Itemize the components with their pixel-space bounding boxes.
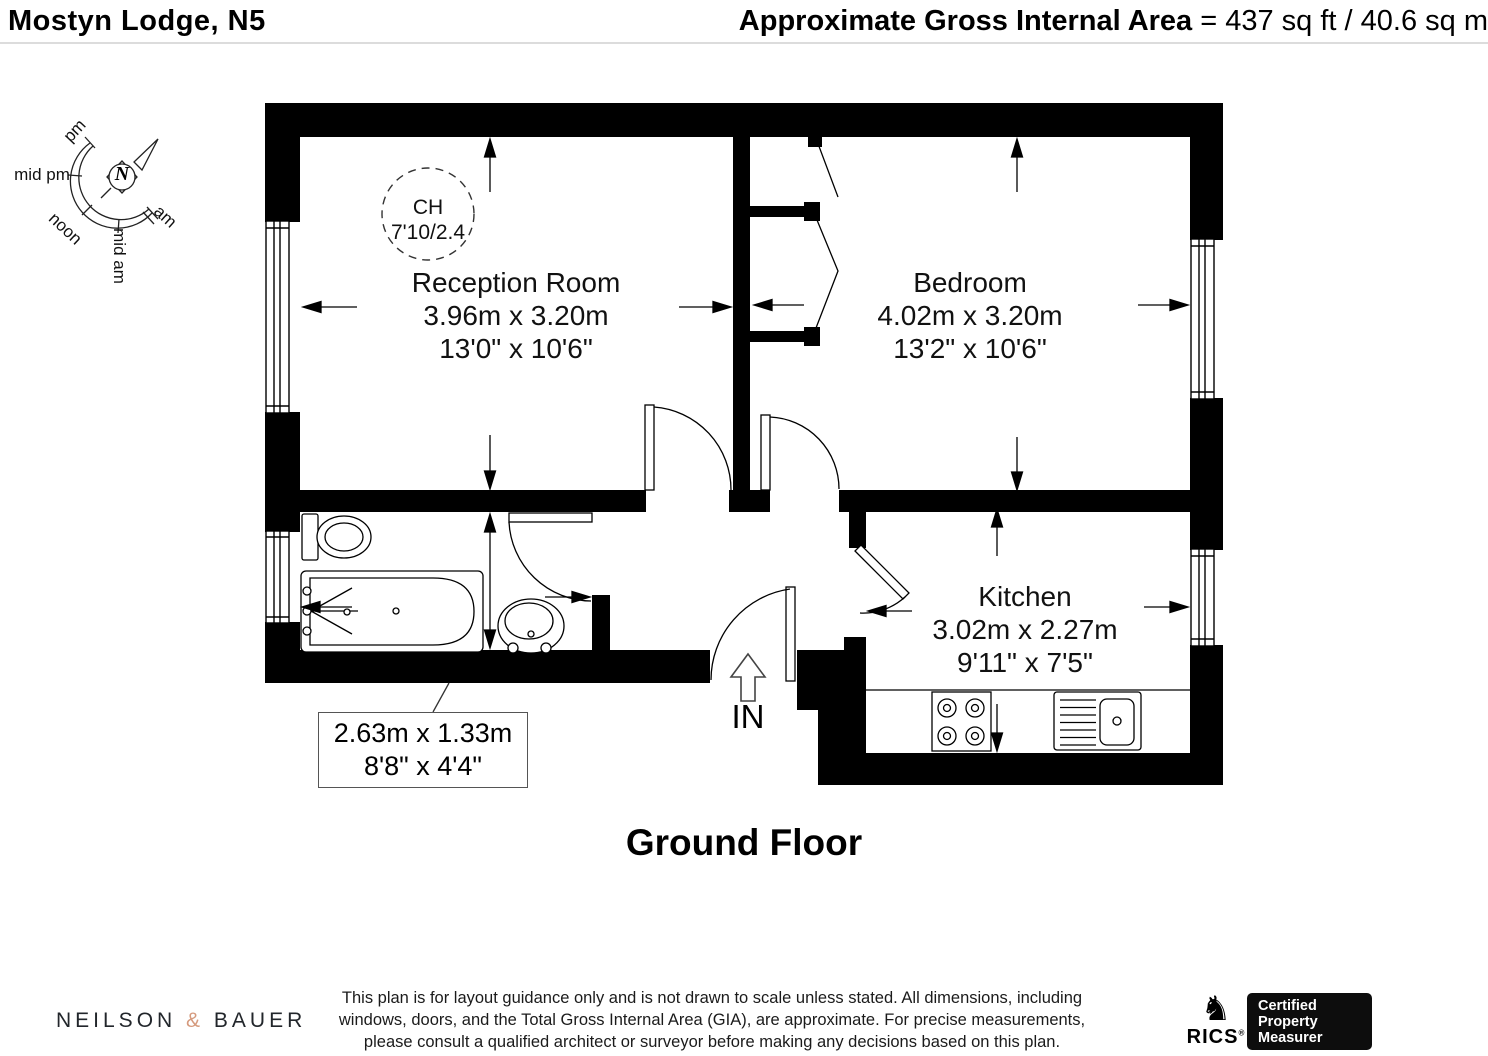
compass-label-pm: pm	[59, 115, 90, 146]
compass-label-noon: noon	[45, 208, 86, 249]
brand-second: BAUER	[213, 1009, 307, 1032]
bathroom-metric: 2.63m x 1.33m	[333, 718, 513, 748]
room-metric: 3.96m x 3.20m	[423, 300, 609, 331]
entrance-in-arrow	[731, 654, 765, 701]
area-label: Approximate Gross Internal Area	[738, 5, 1193, 37]
rics-text: RICS	[1186, 1026, 1239, 1048]
kitchen-label	[865, 580, 1185, 679]
brand-ampersand: &	[186, 1009, 205, 1032]
kitchen-sink	[1054, 692, 1141, 750]
kitchen-fixtures	[866, 690, 1190, 751]
floor-title: Ground Floor	[625, 822, 863, 863]
brand-first: NEILSON	[56, 1009, 177, 1032]
bedroom-door	[761, 415, 839, 490]
reception-room-label	[356, 266, 676, 365]
bathroom-window	[266, 531, 289, 623]
room-metric: 3.02m x 2.27m	[932, 614, 1118, 645]
disclaimer-text	[312, 987, 1112, 1053]
bathroom-dimension-box	[318, 712, 528, 788]
room-imperial: 9'11" x 7'5"	[957, 647, 1093, 678]
disclaimer-line-3: please consult a qualified architect or surveyor before making any decisions based on this plan.	[363, 1033, 1061, 1051]
badge-line-1: Certified	[1258, 998, 1317, 1014]
entrance-label: IN	[731, 698, 765, 735]
room-imperial: 13'0" x 10'6"	[439, 333, 593, 364]
compass-label-mid-pm: mid pm	[14, 165, 70, 184]
hob	[932, 692, 991, 751]
toilet	[302, 514, 371, 560]
ch-abbrev: CH	[412, 196, 444, 219]
bathroom-fixtures	[301, 514, 564, 653]
rics-certified-badge	[1247, 993, 1372, 1050]
disclaimer-line-1: This plan is for layout guidance only and is not drawn to scale unless stated. All dimensions, including	[341, 989, 1083, 1007]
rics-registered-mark: ®	[1238, 1028, 1246, 1038]
bathroom-dim-leader	[433, 683, 449, 712]
compass-north-label: N	[114, 163, 130, 185]
badge-line-2: Property	[1258, 1014, 1318, 1030]
room-metric: 4.02m x 3.20m	[877, 300, 1063, 331]
area-value: = 437 sq ft / 40.6 sq m	[1192, 5, 1488, 37]
rics-wordmark	[1186, 1026, 1246, 1049]
compass-label-mid-am: mid am	[110, 228, 129, 284]
bathroom-door	[509, 513, 592, 601]
rics-lion-icon: ♞	[1200, 990, 1232, 1028]
bedroom-window	[1191, 239, 1214, 399]
bathtub	[301, 571, 483, 652]
room-name: Kitchen	[978, 581, 1072, 612]
ch-value: 7'10/2.4	[390, 221, 466, 244]
bathroom-imperial: 8'8" x 4'4"	[363, 751, 483, 781]
ceiling-height-label	[368, 195, 488, 245]
room-name: Reception Room	[411, 267, 621, 298]
badge-line-3: Measurer	[1258, 1030, 1323, 1046]
room-name: Bedroom	[913, 267, 1027, 298]
page-title: Mostyn Lodge, N5	[8, 5, 266, 37]
reception-door	[645, 405, 731, 490]
kitchen-window	[1191, 549, 1214, 646]
bedroom-label	[810, 266, 1130, 365]
disclaimer-line-2: windows, doors, and the Total Gross Internal Area (GIA), are approximate. For precise measurements,	[338, 1011, 1086, 1029]
basin	[498, 599, 564, 653]
agency-logo	[56, 1009, 307, 1033]
doors	[509, 141, 909, 681]
room-imperial: 13'2" x 10'6"	[893, 333, 1047, 364]
compass-needle	[134, 139, 158, 170]
reception-window	[266, 221, 289, 413]
compass-label-am: am	[150, 201, 181, 232]
compass-needle-tail	[101, 188, 111, 198]
